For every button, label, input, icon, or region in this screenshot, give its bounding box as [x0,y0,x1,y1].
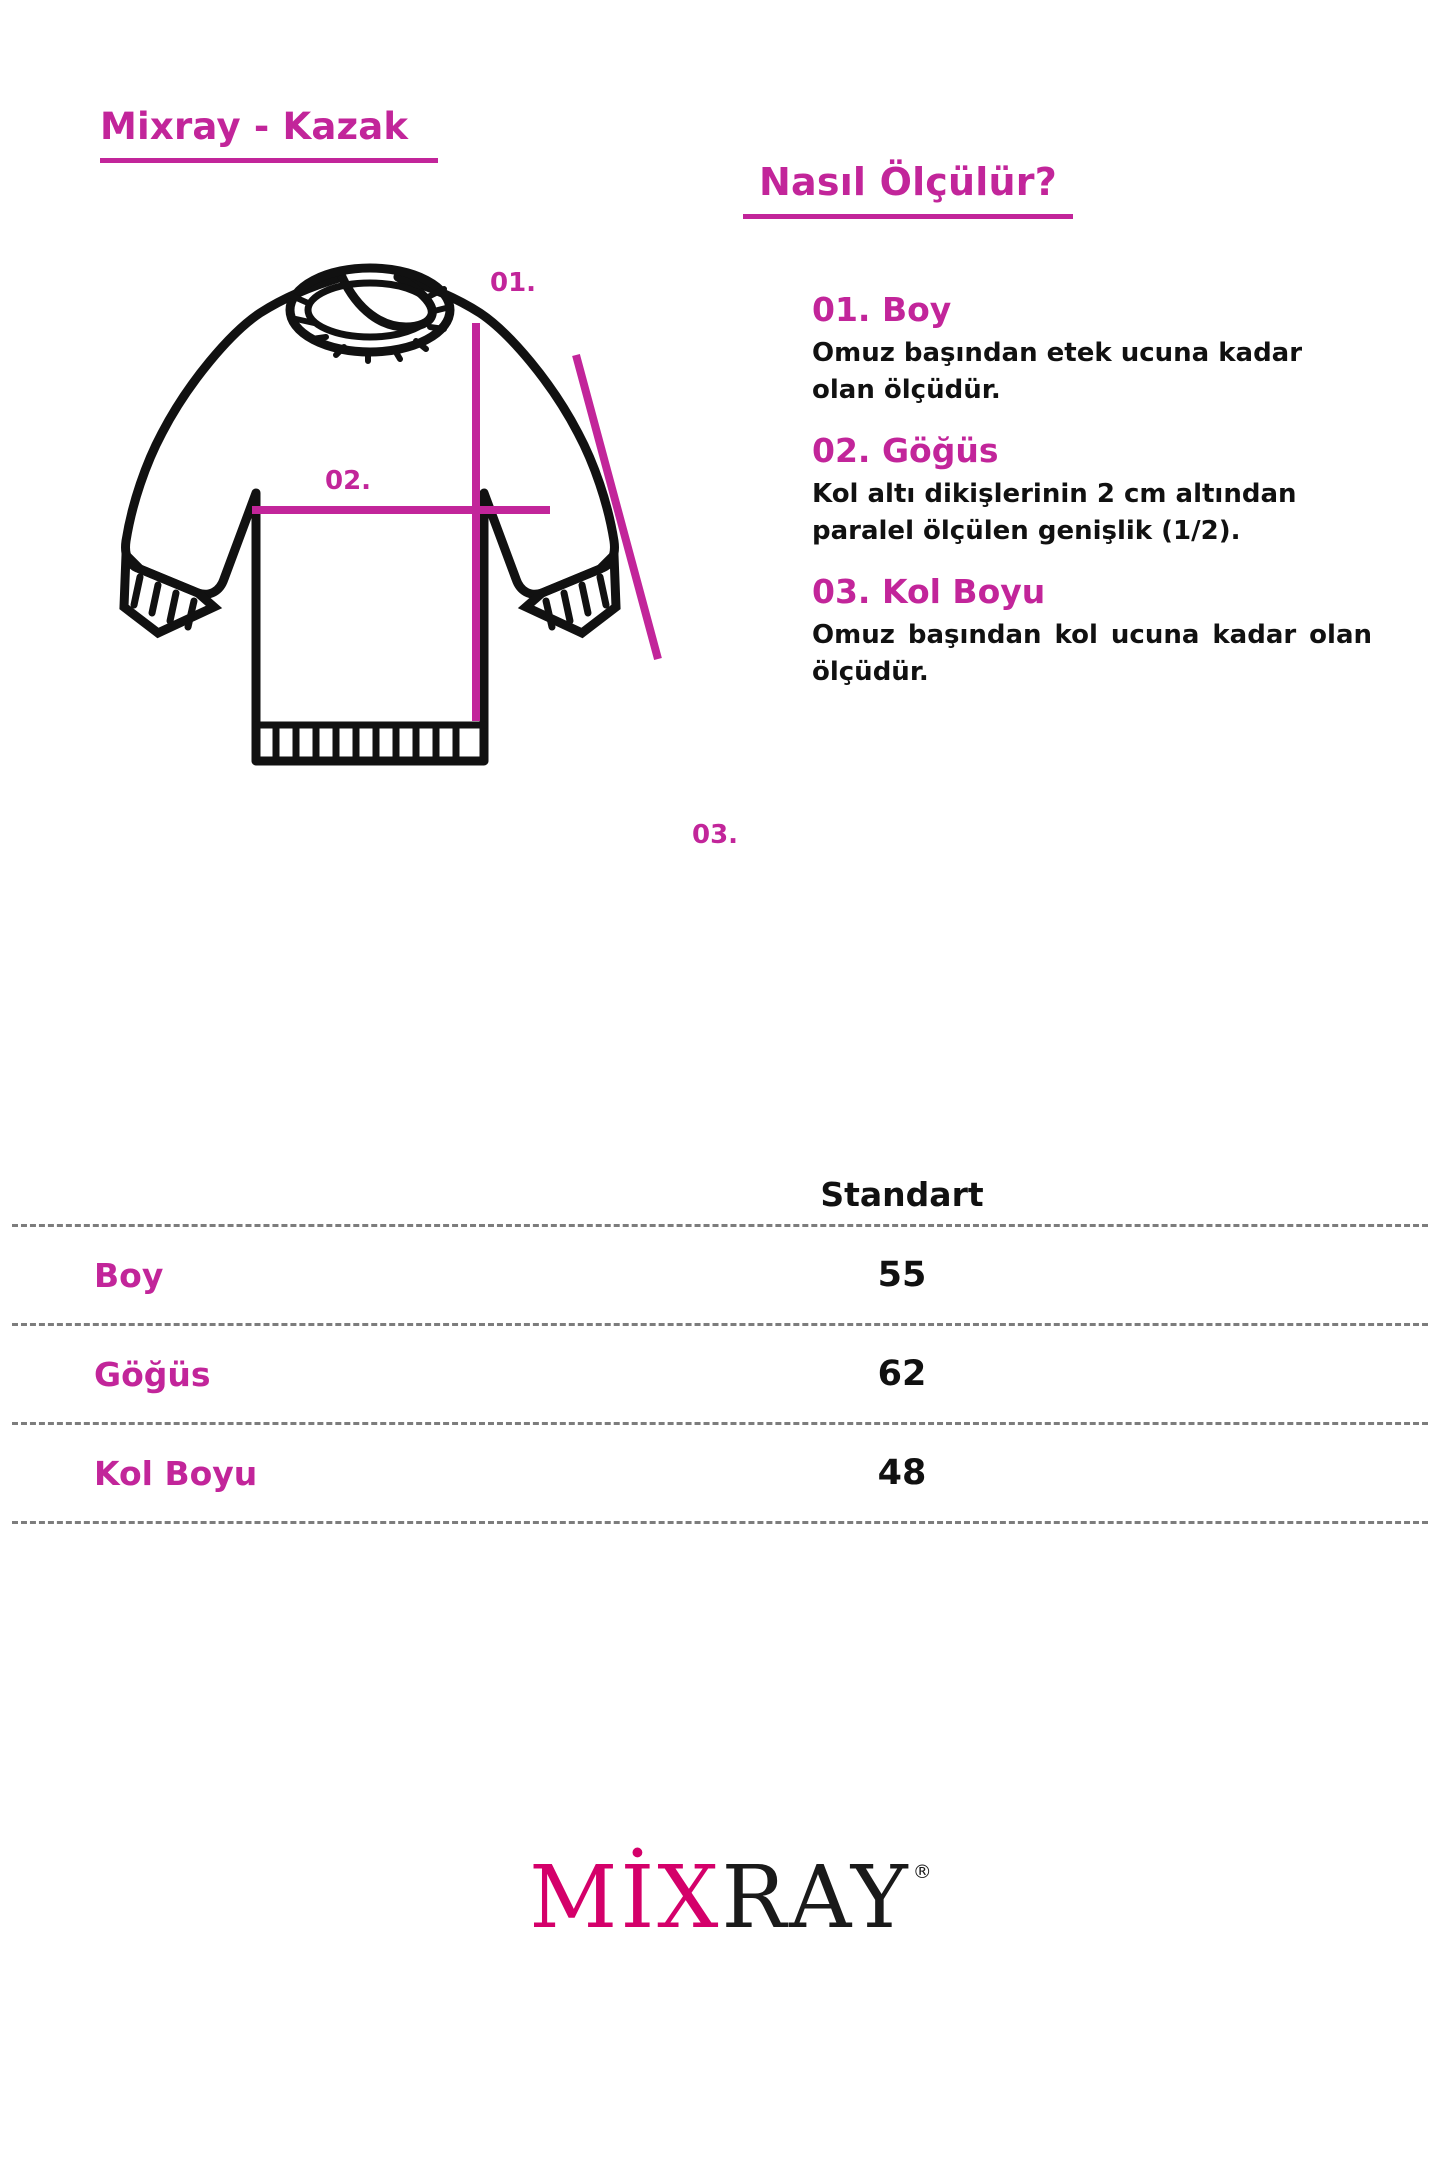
measurement-item-boy [812,290,1372,409]
measurement-heading-kol-boyu: 03. Kol Boyu [812,571,1046,611]
callout-01-label: 01. [490,268,537,298]
footer-logo [0,1848,1440,1948]
table-header-standart: Standart [820,1175,984,1214]
table-row-label-kol-boyu: Kol Boyu [94,1453,258,1493]
measurement-item-gogus [812,431,1372,550]
page-title [100,105,438,163]
measurement-item-kol-boyu [812,572,1372,691]
how-to-measure-title [743,160,1073,219]
how-to-measure-title-text: Nasıl Ölçülür? [759,160,1057,204]
title-underline [100,158,438,163]
table-row [12,1425,1428,1521]
brand-logo-first: MİX [529,1848,722,1948]
registered-mark-icon: ® [912,1861,935,1883]
measurement-desc-gogus: Kol altı dikişlerinin 2 cm altından paralel ölçülen genişlik (1/2). [812,478,1297,546]
table-row-value-gogus: 62 [877,1354,927,1394]
measurement-heading-gogus: 02. Göğüs [812,430,999,470]
measurement-heading-boy: 01. Boy [812,290,952,329]
callout-03-label: 03. [692,820,739,850]
product-title-text: Mixray - Kazak [100,105,409,148]
table-header-row [12,1175,1428,1224]
sweater-icon [110,255,760,875]
measurement-descriptions [812,290,1372,712]
table-row-value-kol-boyu: 48 [877,1453,927,1493]
table-row-label-gogus: Göğüs [94,1354,211,1394]
table-row-value-boy: 55 [877,1255,927,1295]
measurement-desc-kol-boyu: Omuz başından kol ucuna kadar olan ölçüdür. [812,619,1372,687]
table-row [12,1326,1428,1422]
callout-02-label: 02. [325,466,372,496]
size-table [12,1175,1428,1524]
table-divider [12,1521,1428,1524]
measurement-desc-boy: Omuz başından etek ucuna kadar olan ölçüdür. [812,338,1303,405]
brand-logo [529,1848,935,1948]
table-row-label-boy: Boy [94,1255,164,1295]
sweater-illustration [110,255,760,875]
brand-logo-second: RAY [721,1848,911,1948]
how-title-underline [743,214,1073,219]
table-row [12,1227,1428,1323]
